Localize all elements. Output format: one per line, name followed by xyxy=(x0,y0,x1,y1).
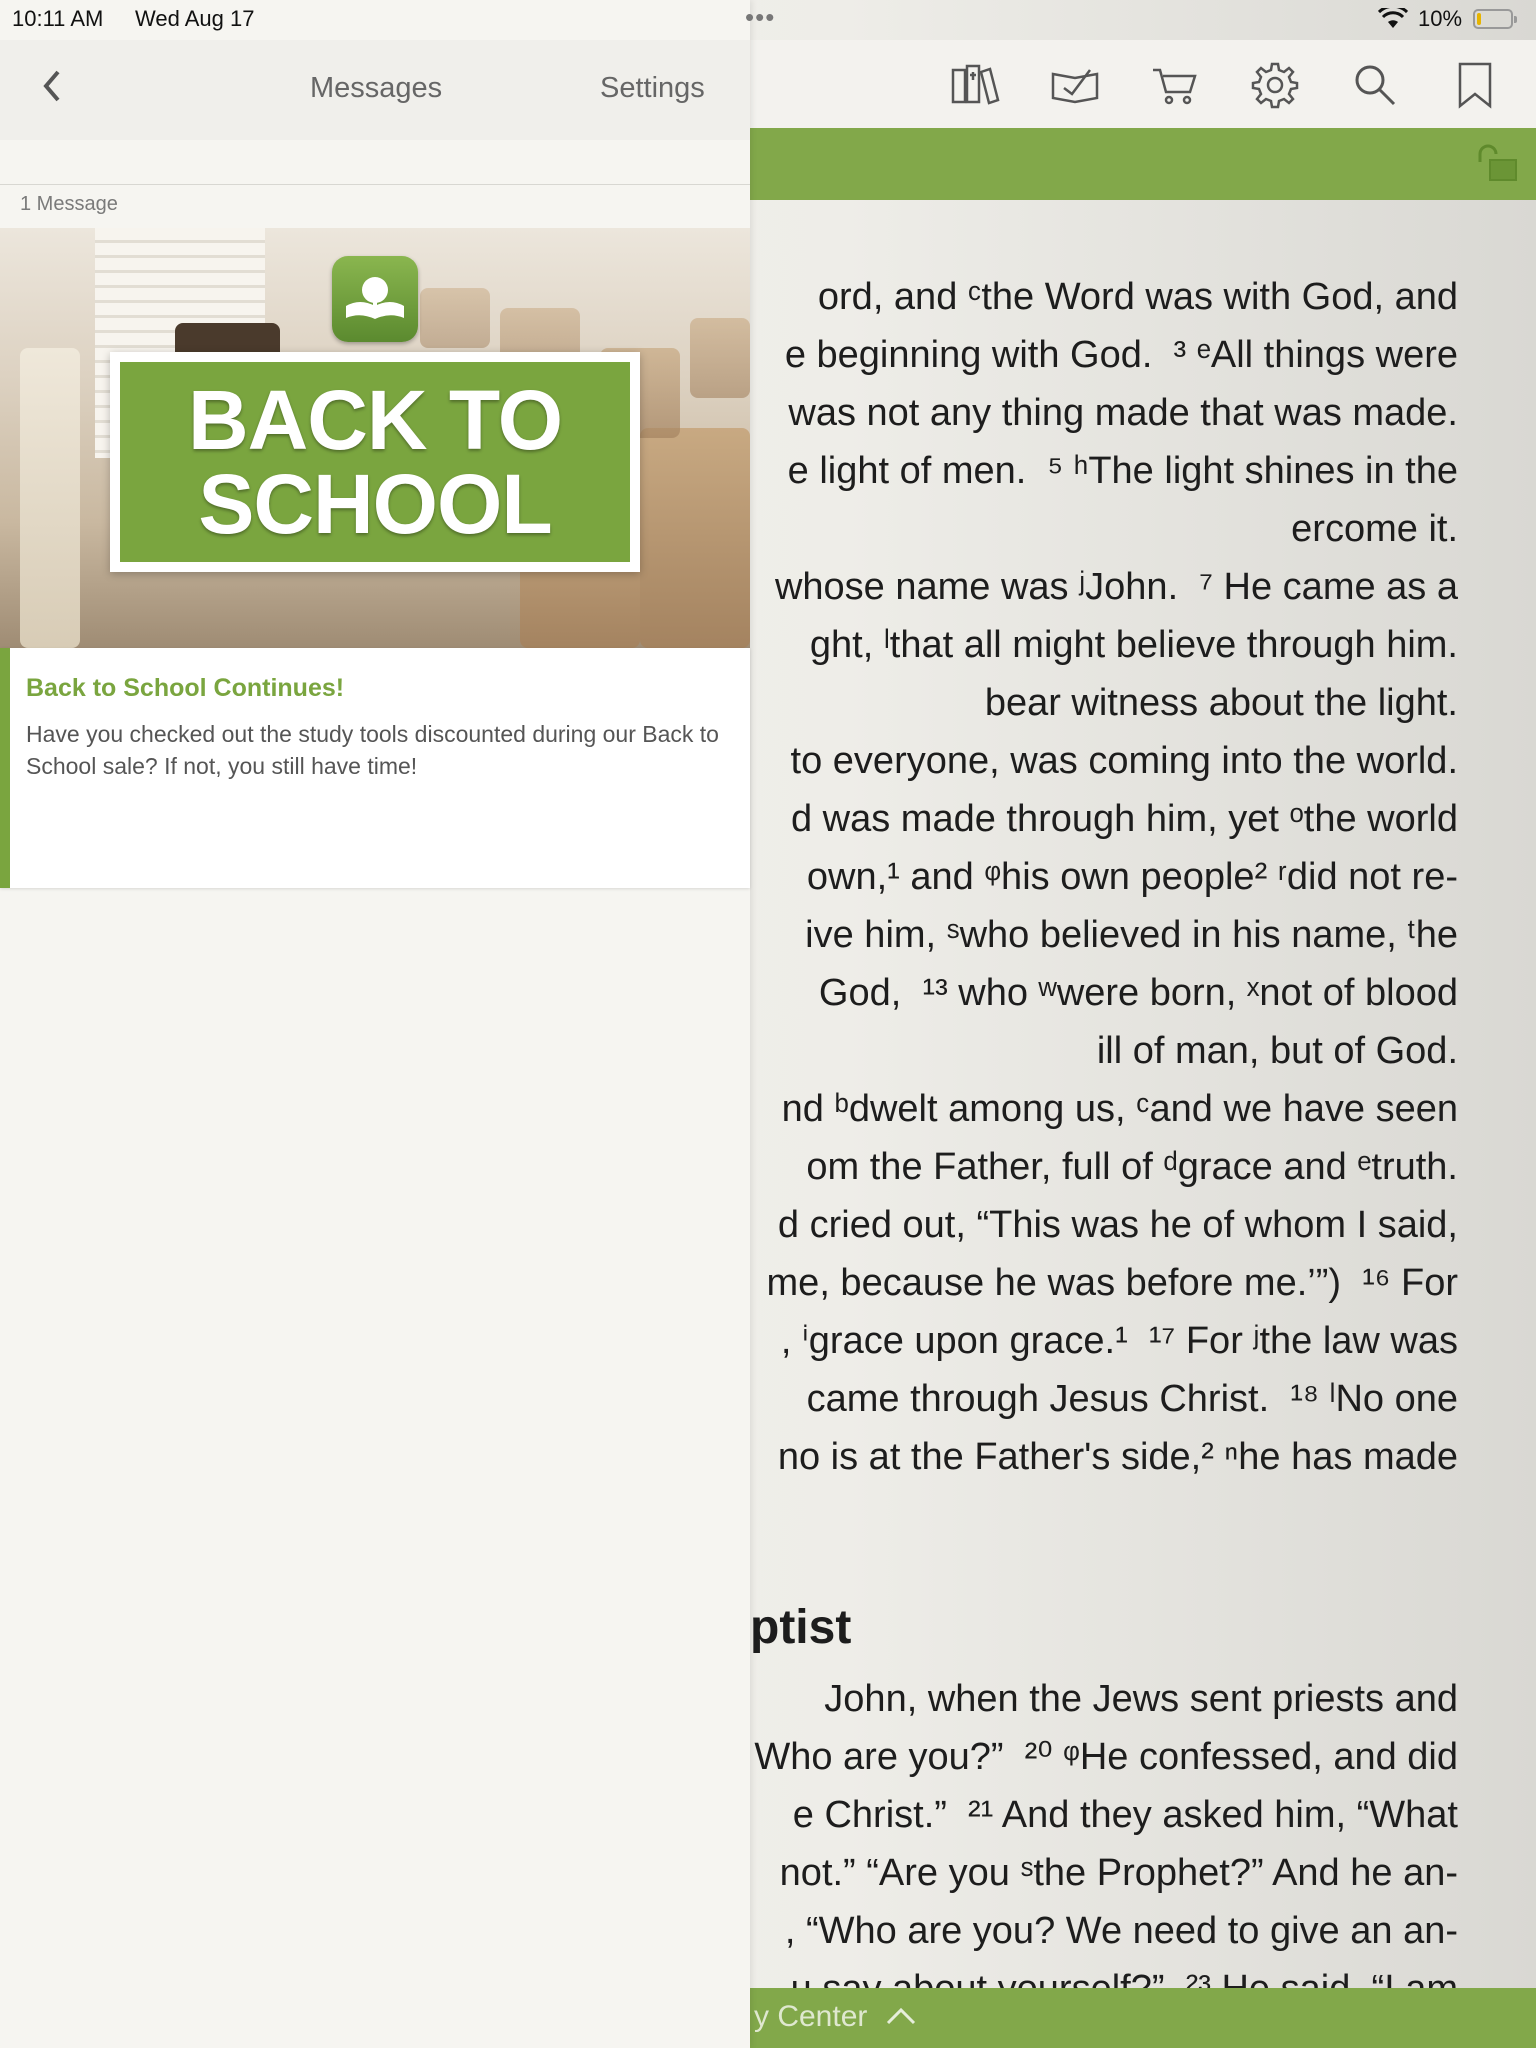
panel-header xyxy=(0,40,750,140)
message-body: Have you checked out the study tools discounted during our Back to School sale? If not, you still have time! xyxy=(26,721,719,779)
tab-settings[interactable]: Settings xyxy=(600,72,705,104)
scripture-line: e Christ.” ²¹ And they asked him, “What xyxy=(792,1794,1458,1836)
chair-decor xyxy=(20,348,80,648)
scripture-line: to everyone, was coming into the world. xyxy=(790,740,1458,782)
bookmark-icon[interactable] xyxy=(1450,60,1500,110)
status-time: 10:11 AM xyxy=(12,6,104,31)
scripture-text xyxy=(750,268,1458,1486)
scripture-line: nd ᵇdwelt among us, ᶜand we have seen xyxy=(781,1088,1458,1130)
battery-percent: 10% xyxy=(1418,6,1463,31)
scripture-line: was not any thing made that was made. xyxy=(788,392,1458,434)
search-icon[interactable] xyxy=(1350,60,1400,110)
scripture-line: ord, and ᶜthe Word was with God, and xyxy=(817,276,1458,318)
library-icon[interactable] xyxy=(950,60,1000,110)
scripture-line: ercome it. xyxy=(1291,508,1458,550)
status-date: Wed Aug 17 xyxy=(135,6,255,31)
scripture-line: John, when the Jews sent priests and xyxy=(824,1678,1458,1720)
app-logo-icon xyxy=(332,256,418,342)
scripture-line: Who are you?” ²⁰ ᵠHe confessed, and did xyxy=(754,1736,1458,1778)
message-count: 1 Message xyxy=(20,193,118,215)
panel-divider xyxy=(0,140,750,185)
back-to-school-board xyxy=(110,352,640,572)
promo-banner-image[interactable] xyxy=(0,228,750,648)
study-center-bar[interactable] xyxy=(750,1988,1536,2048)
scripture-line: not.” “Are you ˢthe Prophet?” And he an- xyxy=(779,1852,1458,1894)
banner-title-line-1: BACK TO xyxy=(187,373,563,467)
section-heading: ptist xyxy=(750,1601,852,1654)
seat-decor xyxy=(640,428,750,648)
scripture-line: God, ¹³ who ʷwere born, ˣnot of blood xyxy=(808,972,1458,1014)
wifi-icon xyxy=(1378,8,1408,30)
messages-panel xyxy=(0,0,750,2048)
message-title: Back to School Continues! xyxy=(26,674,345,702)
scripture-line: , ⁱgrace upon grace.¹ ¹⁷ For ʲthe law was xyxy=(780,1320,1458,1362)
multitasking-dots-icon[interactable]: ••• xyxy=(745,2,776,32)
seat-decor xyxy=(420,288,490,348)
scripture-line: no is at the Father's side,² ⁿhe has made xyxy=(777,1436,1458,1478)
back-chevron-icon[interactable] xyxy=(34,64,70,108)
scripture-line: e beginning with God. ³ ᵉAll things were xyxy=(784,334,1458,376)
scripture-line: came through Jesus Christ. ¹⁸ ˡNo one xyxy=(796,1378,1458,1420)
scripture-text-2 xyxy=(750,1670,1458,2018)
unlock-icon[interactable] xyxy=(1474,142,1518,182)
scripture-line: , “Who are you? We need to give an an- xyxy=(784,1910,1458,1952)
scripture-line: me, because he was before me.’”) ¹⁶ For xyxy=(766,1262,1458,1304)
scripture-line: e light of men. ⁵ ʰThe light shines in the xyxy=(787,450,1458,492)
banner-title-line-2: SCHOOL xyxy=(198,457,552,551)
status-bar xyxy=(0,0,1536,40)
reader-toolbar xyxy=(750,40,1536,128)
scripture-line: whose name was ʲJohn. ⁷ He came as a xyxy=(774,566,1458,608)
scripture-line: ive him, ˢwho believed in his name, ᵗhe xyxy=(805,914,1458,956)
cart-icon[interactable] xyxy=(1150,60,1200,110)
scripture-line: bear witness about the light. xyxy=(984,682,1458,724)
settings-gear-icon[interactable] xyxy=(1250,60,1300,110)
scripture-line: ght, ˡthat all might believe through him. xyxy=(809,624,1458,666)
reader-title-bar xyxy=(750,128,1536,200)
reading-plan-icon[interactable] xyxy=(1050,60,1100,110)
battery-icon xyxy=(1473,9,1513,29)
seat-decor xyxy=(690,318,750,398)
tab-messages[interactable]: Messages xyxy=(310,72,443,104)
message-card[interactable] xyxy=(0,648,750,888)
scripture-line: om the Father, full of ᵈgrace and ᵉtruth. xyxy=(806,1146,1458,1188)
scripture-line: own,¹ and ᵠhis own people² ʳdid not re- xyxy=(796,856,1458,898)
scripture-line: ill of man, but of God. xyxy=(1096,1030,1458,1072)
scripture-line: d cried out, “This was he of whom I said, xyxy=(777,1204,1458,1246)
chevron-up-icon xyxy=(885,2006,917,2026)
study-center-label: y Center xyxy=(754,2000,868,2033)
scripture-line: d was made through him, yet ᵒthe world xyxy=(790,798,1458,840)
